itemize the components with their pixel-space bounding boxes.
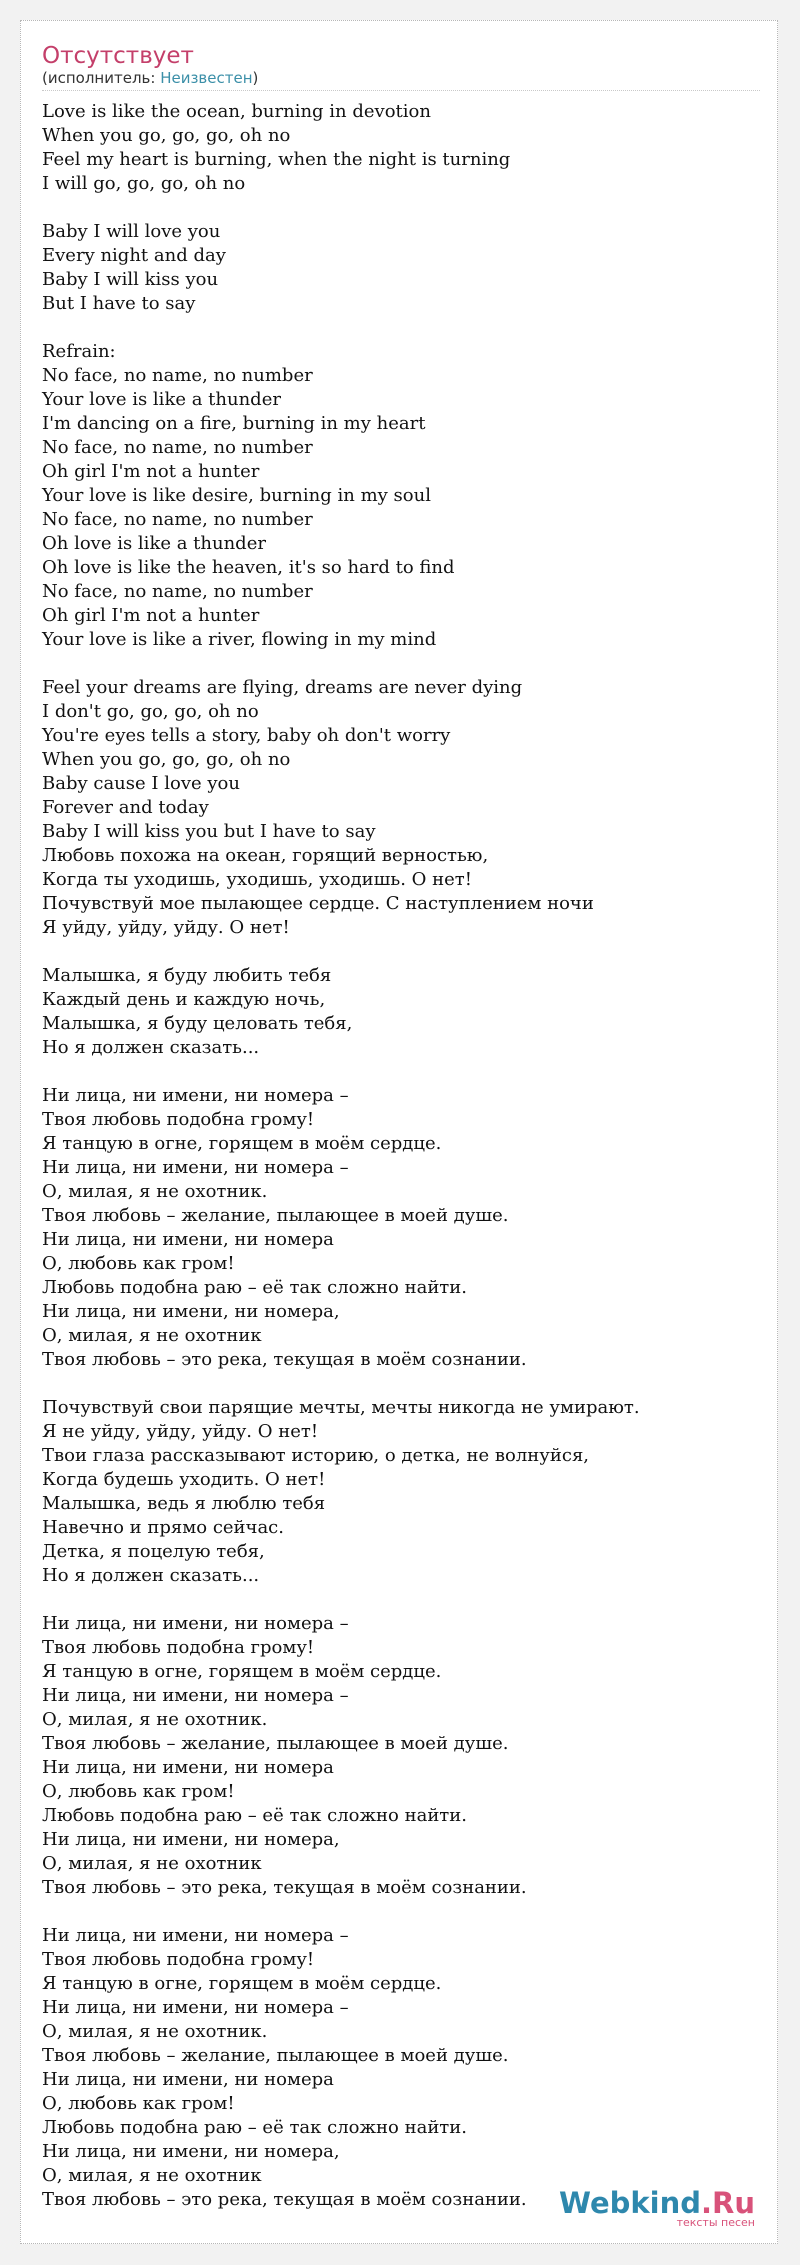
- brand-name: Webkind: [558, 2186, 701, 2220]
- brand-tld: .Ru: [701, 2186, 755, 2220]
- brand-tagline: тексты песен: [676, 2216, 755, 2229]
- lyrics-card: [20, 20, 778, 2244]
- lyrics-text: Love is like the ocean, burning in devotion When you go, go, go, oh no Feel my heart is burning, when the night is turning I will go, go, go, oh no Baby I will love you Every night and day Baby I will kiss you But I have to say Refrain: No face, no name, no number Your love is like a thunder I'm dancing on a fire, burning in my heart No face, no name, no number Oh girl I'm not a hunter Your love is like desire, burning in my soul No face, no name, no number Oh love is like a thunder Oh love is like the heaven, it's so hard to find No face, no name, no number Oh girl I'm not a hunter Your love is like a river, flowing in my mind Feel your dreams are flying, dreams are never dying I don't go, go, go, oh no You're eyes tells a story, baby oh don't worry When you go, go, go, oh no Baby cause I love you Forever and today Baby I will kiss you but I have to say Любовь похожа на океан, горящий верностью, Когда ты уходишь, уходишь, уходишь. О нет! Почувствуй мое пылающее сердце. С наступлением ночи Я уйду, уйду, уйду. О нет! Малышка, я буду любить тебя Каждый день и каждую ночь, Малышка, я буду целовать тебя, Но я должен сказать... Ни лица, ни имени, ни номера – Твоя любовь подобна грому! Я танцую в огне, горящем в моём сердце. Ни лица, ни имени, ни номера – О, милая, я не охотник. Твоя любовь – желание, пылающее в моей душе. Ни лица, ни имени, ни номера О, любовь как гром! Любовь подобна раю – её так сложно найти. Ни лица, ни имени, ни номера, О, милая, я не охотник Твоя любовь – это река, текущая в моём сознании. Почувствуй свои парящие мечты, мечты никогда не умирают. Я не уйду, уйду, уйду. О нет! Твои глаза рассказывают историю, о детка, не волнуйся, Когда будешь уходить. О нет! Малышка, ведь я люблю тебя Навечно и прямо сейчас. Детка, я поцелую тебя, Но я должен сказать... Ни лица, ни имени, ни номера – Твоя любовь подобна грому! Я танцую в огне, горящем в моём сердце. Ни лица, ни имени, ни номера – О, милая, я не охотник. Твоя любовь – желание, пылающее в моей душе. Ни лица, ни имени, ни номера О, любовь как гром! Любовь подобна раю – её так сложно найти. Ни лица, ни имени, ни номера, О, милая, я не охотник Твоя любовь – это река, текущая в моём сознании. Ни лица, ни имени, ни номера – Твоя любовь подобна грому! Я танцую в огне, горящем в моём сердце. Ни лица, ни имени, ни номера – О, милая, я не охотник. Твоя любовь – желание, пылающее в моей душе. Ни лица, ни имени, ни номера О, любовь как гром! Любовь подобна раю – её так сложно найти. Ни лица, ни имени, ни номера, О, милая, я не охотник Твоя любовь – это река, текущая в моём сознании.: [42, 101, 640, 2210]
- byline-prefix: (исполнитель:: [42, 69, 161, 87]
- artist-link[interactable]: Неизвестен: [160, 69, 253, 87]
- byline-suffix: ): [252, 69, 259, 87]
- brand-wordmark: [559, 2187, 755, 2219]
- header-divider: [42, 90, 760, 91]
- brand-logo: [559, 2187, 755, 2229]
- artist-byline: [42, 68, 258, 88]
- song-title: Отсутствует: [42, 43, 194, 69]
